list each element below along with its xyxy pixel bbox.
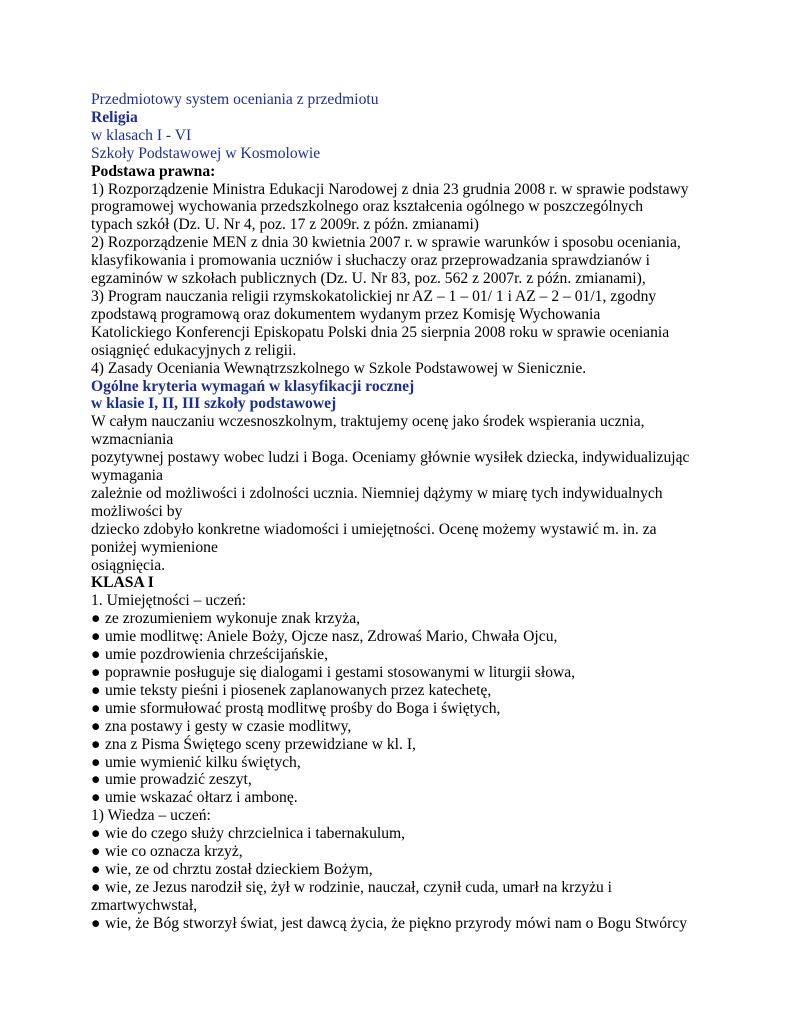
text-line: wzmacniania (91, 431, 174, 449)
school-name: Szkoły Podstawowej w Kosmolowie (91, 144, 321, 162)
text-line: 4) Zasady Oceniania Wewnątrzszkolnego w Szkole Podstawowej w Sienicznie. (91, 359, 587, 377)
text-line: W całym nauczaniu wczesnoszkolnym, traktujemy ocenę jako środek wspierania ucznia, (91, 413, 645, 431)
text-line: programowej wychowania przedszkolnego oraz kształcenia ogólnego w poszczególnych (91, 198, 644, 216)
knowledge-heading: 1) Wiedza – uczeń: (91, 807, 211, 825)
list-item (91, 646, 701, 664)
list-item-text: wie do czego służy chrzcielnica i tabernakulum, (105, 825, 406, 843)
text-line: egzaminów w szkołach publicznych (Dz. U. Nr 83, poz. 562 z 2007r. z późn. zmianami), (91, 270, 646, 288)
bullet-icon: ● (91, 610, 101, 628)
document-title: Przedmiotowy system oceniania z przedmiotu (91, 91, 379, 108)
text-line: możliwości by (91, 502, 183, 520)
text-line: wymagania (91, 467, 163, 485)
list-item (91, 682, 701, 700)
list-item (91, 736, 701, 754)
bullet-icon: ● (91, 681, 101, 699)
bullet-icon: ● (91, 789, 101, 807)
bullet-icon: ● (91, 717, 101, 735)
list-item (91, 718, 701, 736)
bullet-icon: ● (91, 914, 101, 932)
list-item-text: zna postawy i gesty w czasie modlitwy, (105, 717, 352, 735)
list-item (91, 879, 701, 897)
criteria-heading: Ogólne kryteria wymagań w klasyfikacji rocznej (91, 377, 415, 395)
legal-basis-heading: Podstawa prawna: (91, 162, 216, 180)
bullet-icon: ● (91, 664, 101, 681)
text-line: zpodstawą programową oraz dokumentem wydanym przez Komisję Wychowania (91, 305, 601, 323)
list-item (91, 861, 701, 879)
bullet-icon: ● (91, 843, 101, 861)
bullet-icon: ● (91, 753, 101, 771)
list-item-continuation: zmartwychwstał, (91, 896, 198, 914)
text-line: Katolickiego Konferencji Episkopatu Polski dnia 25 sierpnia 2008 roku w sprawie oceniania (91, 323, 670, 341)
text-line: zależnie od możliwości i zdolności ucznia. Niemniej dążymy w miarę tych indywidualnych (91, 484, 663, 502)
list-item-text: umie wskazać ołtarz i ambonę. (105, 789, 298, 807)
text-line: klasyfikowania i promowania uczniów i słuchaczy oraz przeprowadzania sprawdzianów i (91, 252, 650, 270)
bullet-icon: ● (91, 825, 101, 843)
document-page (91, 91, 701, 933)
list-item-text: wie, że Bóg stworzył świat, jest dawcą życia, że piękno przyrody mówi nam o Bogu Stwórcy (105, 914, 688, 932)
criteria-text (91, 413, 701, 574)
text-line: typach szkół (Dz. U. Nr 4, poz. 17 z 2009r. z późn. zmianami) (91, 216, 480, 234)
criteria-subheading: w klasie I, II, III szkoły podstawowej (91, 395, 337, 413)
text-line: 1) Rozporządzenie Ministra Edukacji Narodowej z dnia 23 grudnia 2008 r. w sprawie podstawy (91, 180, 689, 198)
list-item-text: umie modlitwę: Aniele Boży, Ojcze nasz, Zdrowaś Mario, Chwała Ojcu, (105, 628, 558, 646)
class-1-heading: KLASA I (91, 574, 154, 592)
bullet-icon: ● (91, 628, 101, 646)
list-item (91, 789, 701, 807)
list-item-text: wie, ze od chrztu został dzieckiem Bożym, (105, 860, 373, 878)
list-item-text: umie prowadzić zeszyt, (105, 771, 252, 789)
knowledge-list (91, 825, 701, 932)
list-item-text: ze zrozumieniem wykonuje znak krzyża, (105, 610, 361, 628)
list-item (91, 610, 701, 628)
list-item (91, 664, 701, 682)
list-item-text: umie teksty pieśni i piosenek zaplanowanych przez katechetę, (105, 681, 492, 699)
bullet-icon: ● (91, 699, 101, 717)
list-item (91, 843, 701, 861)
list-item (91, 754, 701, 772)
list-item-text: zna z Pisma Świętego sceny przewidziane w kl. I, (105, 735, 416, 753)
legal-basis-text (91, 181, 701, 378)
text-line: poniżej wymienione (91, 538, 218, 556)
text-line: osiągnięcia. (91, 556, 166, 574)
text-line: 3) Program nauczania religii rzymskokatolickiej nr AZ – 1 – 01/ 1 i AZ – 2 – 01/1, zgodny (91, 287, 657, 305)
bullet-icon: ● (91, 771, 101, 789)
skills-list (91, 610, 701, 807)
bullet-icon: ● (91, 735, 101, 753)
list-item (91, 771, 701, 789)
list-item (91, 628, 701, 646)
list-item (91, 825, 701, 843)
subject-name: Religia (91, 108, 138, 126)
skills-heading: 1. Umiejętności – uczeń: (91, 592, 247, 610)
text-line: pozytywnej postawy wobec ludzi i Boga. Oceniamy głównie wysiłek dziecka, indywidualizując (91, 449, 690, 467)
list-item-text: wie co oznacza krzyż, (105, 843, 243, 861)
bullet-icon: ● (91, 646, 101, 664)
list-item-text: wie, ze Jezus narodził się, żył w rodzinie, nauczał, czynił cuda, umarł na krzyżu i (105, 878, 613, 896)
list-item-text: poprawnie posługuje się dialogami i gestami stosowanymi w liturgii słowa, (105, 664, 576, 681)
classes-range: w klasach I - VI (91, 126, 192, 144)
bullet-icon: ● (91, 878, 101, 896)
list-item-text: umie pozdrowienia chrześcijańskie, (105, 646, 328, 664)
list-item (91, 700, 701, 718)
text-line: dziecko zdobyło konkretne wiadomości i umiejętności. Ocenę możemy wystawić m. in. za (91, 520, 657, 538)
text-line: 2) Rozporządzenie MEN z dnia 30 kwietnia 2007 r. w sprawie warunków i sposobu oceniania, (91, 234, 681, 252)
list-item-text: umie sformułować prostą modlitwę prośby do Boga i świętych, (105, 699, 501, 717)
list-item-text: umie wymienić kilku świętych, (105, 753, 301, 771)
bullet-icon: ● (91, 860, 101, 878)
text-line: osiągnięć edukacyjnych z religii. (91, 341, 297, 359)
list-item (91, 915, 701, 933)
